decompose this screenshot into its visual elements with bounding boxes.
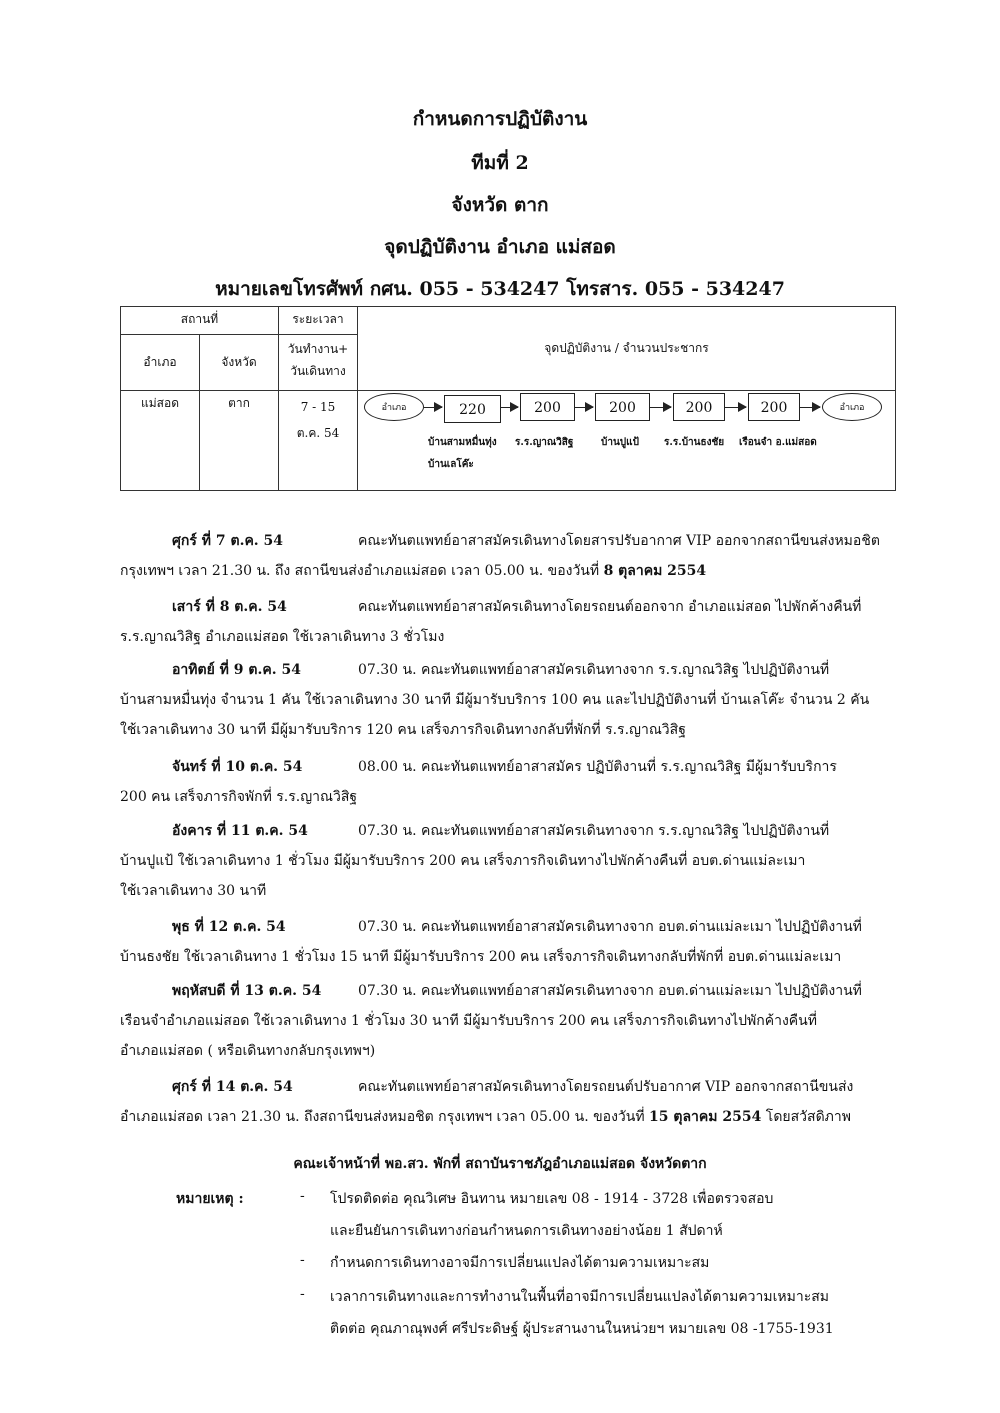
station-heading: จุดปฏิบัติงาน อำเภอ แม่สอด bbox=[384, 236, 616, 258]
schedule-day-2: เสาร์ ที่ 8 ต.ค. 54 คณะทันตแพทย์อาสาสมัครเดินทางโดยรถยนต์ออกจาก อำเภอแม่สอด ไปพักค้างคืนที่ ร.ร.ญาณวิสิฐ อำเภอแม่สอด ใช้เวลาเดินทาง 3 ชั่วโมง bbox=[120, 599, 862, 645]
staff-note: คณะเจ้าหน้าที่ พอ.สว. พักที่ สถาบันราชภัฎอำเภอแม่สอด จังหวัดตาก bbox=[293, 1156, 707, 1172]
notes-label: หมายเหตุ : bbox=[176, 1191, 244, 1207]
note-2: กำหนดการเดินทางอาจมีการเปลี่ยนแปลงได้ตามความเหมาะสม bbox=[330, 1255, 710, 1271]
col-points: จุดปฏิบัติงาน / จำนวนประชากร bbox=[358, 307, 896, 391]
schedule-day-7: พฤหัสบดี ที่ 13 ต.ค. 54 07.30 น. คณะทันตแพทย์อาสาสมัครเดินทางจาก อบต.ด่านแม่ละเมา ไปปฏิบัติงานที่ เรือนจำอำเภอแม่สอด ใช้เวลาเดินทาง 1 ชั่วโมง 30 นาที มีผู้มารับบริการ 200 คน เสร็จภารกิจเดินทางไปพักค้างคืนที่ อำเภอแม่สอด ( หรือเดินทางกลับกรุงเทพฯ) bbox=[120, 983, 862, 1059]
flow-label-1b: บ้านเลโค๊ะ bbox=[428, 459, 474, 470]
province-heading: จังหวัด ตาก bbox=[451, 194, 549, 216]
flow-diagram bbox=[358, 391, 895, 487]
flow-start-oval: อำเภอ bbox=[364, 393, 424, 421]
flow-arrow bbox=[575, 407, 593, 408]
col-province: จังหวัด bbox=[200, 335, 279, 391]
phone-heading: หมายเลขโทรศัพท์ กศน. 055 - 534247 โทรสาร. 055 - 534247 bbox=[215, 278, 785, 300]
schedule-day-6: พุธ ที่ 12 ต.ค. 54 07.30 น. คณะทันตแพทย์อาสาสมัครเดินทางจาก อบต.ด่านแม่ละเมา ไปปฏิบัติงานที่ บ้านธงชัย ใช้เวลาเดินทาง 1 ชั่วโมง 15 นาที มีผู้มารับบริการ 200 คน เสร็จภารกิจเดินทางกลับที่พักที่ อบต.ด่านแม่ละเมา bbox=[120, 919, 862, 965]
note-dash: - bbox=[300, 1252, 305, 1268]
flow-node-4: 200 bbox=[673, 393, 725, 421]
dates-cell: 7 - 15 ต.ค. 54 bbox=[279, 391, 358, 491]
schedule-table bbox=[120, 306, 896, 491]
flow-label-1: บ้านสามหมื่นทุ่ง bbox=[428, 437, 497, 448]
col-days: วันทำงาน+ วันเดินทาง bbox=[279, 335, 358, 391]
col-district: อำเภอ bbox=[121, 335, 200, 391]
note-dash: - bbox=[300, 1188, 305, 1204]
flow-node-1: 220 bbox=[444, 395, 501, 423]
note-3b: ติดต่อ คุณภาณุพงศ์ ศรีประดิษฐ์ ผู้ประสานงานในหน่วยฯ หมายเลข 08 -1755-1931 bbox=[330, 1321, 834, 1337]
schedule-day-3: อาทิตย์ ที่ 9 ต.ค. 54 07.30 น. คณะทันตแพทย์อาสาสมัครเดินทางจาก ร.ร.ญาณวิสิฐ ไปปฏิบัติงานที่ บ้านสามหมื่นทุ่ง จำนวน 1 คัน ใช้เวลาเดินทาง 30 นาที มีผู้มารับบริการ 100 คน และไปปฏิบัติงานที่ บ้านเลโค๊ะ จำนวน 2 คัน ใช้เวลาเดินทาง 30 นาที มีผู้มารับบริการ 120 คน เสร็จภารกิจเดินทางกลับที่พักที่ ร.ร.ญาณวิสิฐ bbox=[120, 662, 870, 738]
note-3a: เวลาการเดินทางและการทำงานในพื้นที่อาจมีการเปลี่ยนแปลงได้ตามความเหมาะสม bbox=[330, 1289, 830, 1305]
schedule-day-5: อังคาร ที่ 11 ต.ค. 54 07.30 น. คณะทันตแพทย์อาสาสมัครเดินทางจาก ร.ร.ญาณวิสิฐ ไปปฏิบัติงานที่ บ้านปูแป้ ใช้เวลาเดินทาง 1 ชั่วโมง มีผู้มารับบริการ 200 คน เสร็จภารกิจเดินทางไปพักค้างคืนที่ อบต.ด่านแม่ละเมา ใช้เวลาเดินทาง 30 นาที bbox=[120, 823, 830, 899]
note-1a: โปรดติดต่อ คุณวิเศษ อินทาน หมายเลข 08 - 1914 - 3728 เพื่อตรวจสอบ bbox=[330, 1191, 774, 1207]
col-period: ระยะเวลา bbox=[279, 307, 358, 335]
flow-node-2: 200 bbox=[520, 393, 575, 421]
flow-cell bbox=[358, 391, 896, 491]
flow-arrow bbox=[501, 407, 518, 408]
flow-label-5: เรือนจำ อ.แม่สอด bbox=[739, 437, 817, 448]
schedule-day-4: จันทร์ ที่ 10 ต.ค. 54 08.00 น. คณะทันตแพทย์อาสาสมัคร ปฏิบัติงานที่ ร.ร.ญาณวิสิฐ มีผู้มารับบริการ 200 คน เสร็จภารกิจพักที่ ร.ร.ญาณวิสิฐ bbox=[120, 759, 837, 805]
flow-node-5: 200 bbox=[748, 393, 800, 421]
team-heading: ทีมที่ 2 bbox=[471, 152, 529, 174]
page-title: กำหนดการปฏิบัติงาน bbox=[412, 108, 588, 130]
flow-arrow bbox=[650, 407, 671, 408]
schedule-day-1: ศุกร์ ที่ 7 ต.ค. 54 คณะทันตแพทย์อาสาสมัครเดินทางโดยสารปรับอากาศ VIP ออกจากสถานีขนส่งหมอชิต กรุงเทพฯ เวลา 21.30 น. ถึง สถานีขนส่งอำเภอแม่สอด เวลา 05.00 น. ของวันที่ 8 ตุลาคม 2554 bbox=[120, 533, 880, 579]
flow-end-oval: อำเภอ bbox=[822, 393, 882, 421]
flow-node-3: 200 bbox=[595, 393, 650, 421]
flow-label-3: บ้านปูแป้ bbox=[601, 437, 639, 448]
province-cell: ตาก bbox=[200, 391, 279, 491]
flow-label-2: ร.ร.ญาณวิสิฐ bbox=[515, 437, 574, 448]
flow-arrow bbox=[424, 407, 442, 408]
flow-arrow bbox=[800, 407, 820, 408]
district-cell: แม่สอด bbox=[121, 391, 200, 491]
schedule-day-8: ศุกร์ ที่ 14 ต.ค. 54 คณะทันตแพทย์อาสาสมัครเดินทางโดยรถยนต์ปรับอากาศ VIP ออกจากสถานีขนส่ง อำเภอแม่สอด เวลา 21.30 น. ถึงสถานีขนส่งหมอชิต กรุงเทพฯ เวลา 05.00 น. ของวันที่ 15 ตุลาคม 2554 โดยสวัสดิภาพ bbox=[120, 1079, 854, 1125]
note-dash: - bbox=[300, 1286, 305, 1302]
flow-arrow bbox=[725, 407, 746, 408]
note-1b: และยืนยันการเดินทางก่อนกำหนดการเดินทางอย่างน้อย 1 สัปดาห์ bbox=[330, 1223, 723, 1239]
col-place: สถานที่ bbox=[121, 307, 279, 335]
flow-label-4: ร.ร.บ้านธงชัย bbox=[664, 437, 725, 448]
